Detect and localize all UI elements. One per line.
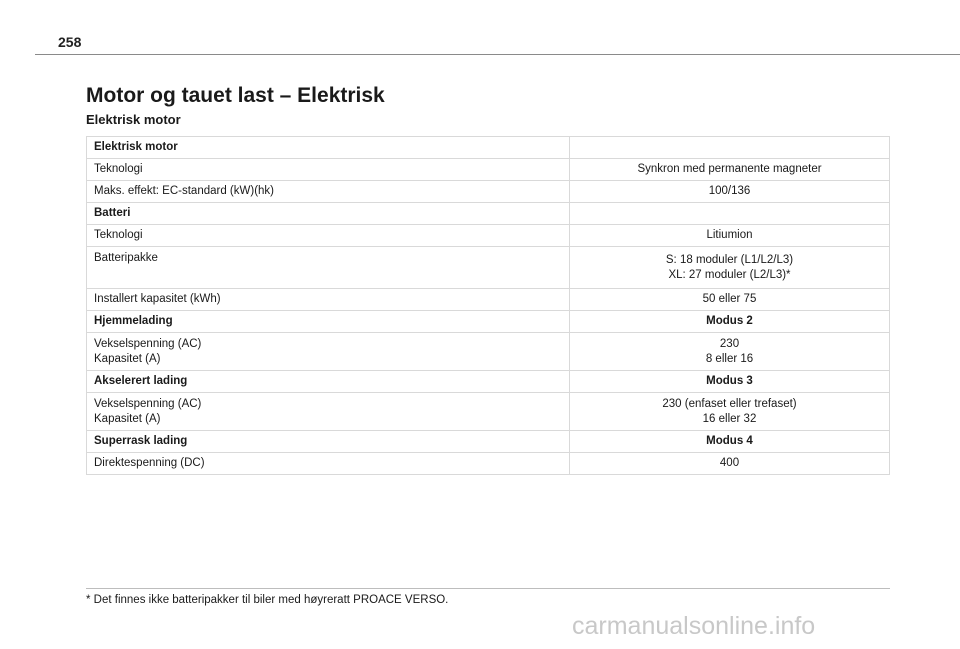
page-title: Motor og tauet last – Elektrisk xyxy=(86,84,385,107)
section-subtitle: Elektrisk motor xyxy=(86,112,181,127)
watermark: carmanualsonline.info xyxy=(572,612,816,640)
table-row xyxy=(87,247,890,289)
row-value: Modus 2 xyxy=(570,311,890,333)
row-label: Batteri xyxy=(87,203,570,225)
row-label: Vekselspenning (AC) Kapasitet (A) xyxy=(87,333,570,371)
specification-table xyxy=(86,136,890,475)
table-row xyxy=(87,203,890,225)
row-label: Akselerert lading xyxy=(87,371,570,393)
table-row xyxy=(87,289,890,311)
table-row xyxy=(87,333,890,371)
row-label: Vekselspenning (AC) Kapasitet (A) xyxy=(87,393,570,431)
row-label: Hjemmelading xyxy=(87,311,570,333)
page-number: 258 xyxy=(58,34,82,50)
row-label: Installert kapasitet (kWh) xyxy=(87,289,570,311)
table-row xyxy=(87,181,890,203)
header-divider xyxy=(35,54,960,55)
table-row xyxy=(87,453,890,475)
row-value: 230 8 eller 16 xyxy=(570,333,890,371)
table-row xyxy=(87,393,890,431)
row-label: Superrask lading xyxy=(87,431,570,453)
row-label: Elektrisk motor xyxy=(87,137,570,159)
row-value: 230 (enfaset eller trefaset) 16 eller 32 xyxy=(570,393,890,431)
table-row xyxy=(87,311,890,333)
row-value xyxy=(570,137,890,159)
footnote: * Det finnes ikke batteripakker til biler med høyreratt PROACE VERSO. xyxy=(86,594,449,606)
table-row xyxy=(87,225,890,247)
row-value: S: 18 moduler (L1/L2/L3) XL: 27 moduler (L2/L3)* xyxy=(570,247,890,289)
row-value: Litiumion xyxy=(570,225,890,247)
row-value xyxy=(570,203,890,225)
row-label: Batteripakke xyxy=(87,247,570,289)
row-value: Modus 3 xyxy=(570,371,890,393)
row-label: Direktespenning (DC) xyxy=(87,453,570,475)
row-label: Teknologi xyxy=(87,225,570,247)
table-row xyxy=(87,137,890,159)
table-row xyxy=(87,371,890,393)
table-row xyxy=(87,159,890,181)
row-value: Modus 4 xyxy=(570,431,890,453)
row-label: Maks. effekt: EC-standard (kW)(hk) xyxy=(87,181,570,203)
row-value: 400 xyxy=(570,453,890,475)
row-label: Teknologi xyxy=(87,159,570,181)
table-row xyxy=(87,431,890,453)
row-value: 50 eller 75 xyxy=(570,289,890,311)
row-value: Synkron med permanente magneter xyxy=(570,159,890,181)
row-value: 100/136 xyxy=(570,181,890,203)
footnote-divider xyxy=(86,588,890,589)
